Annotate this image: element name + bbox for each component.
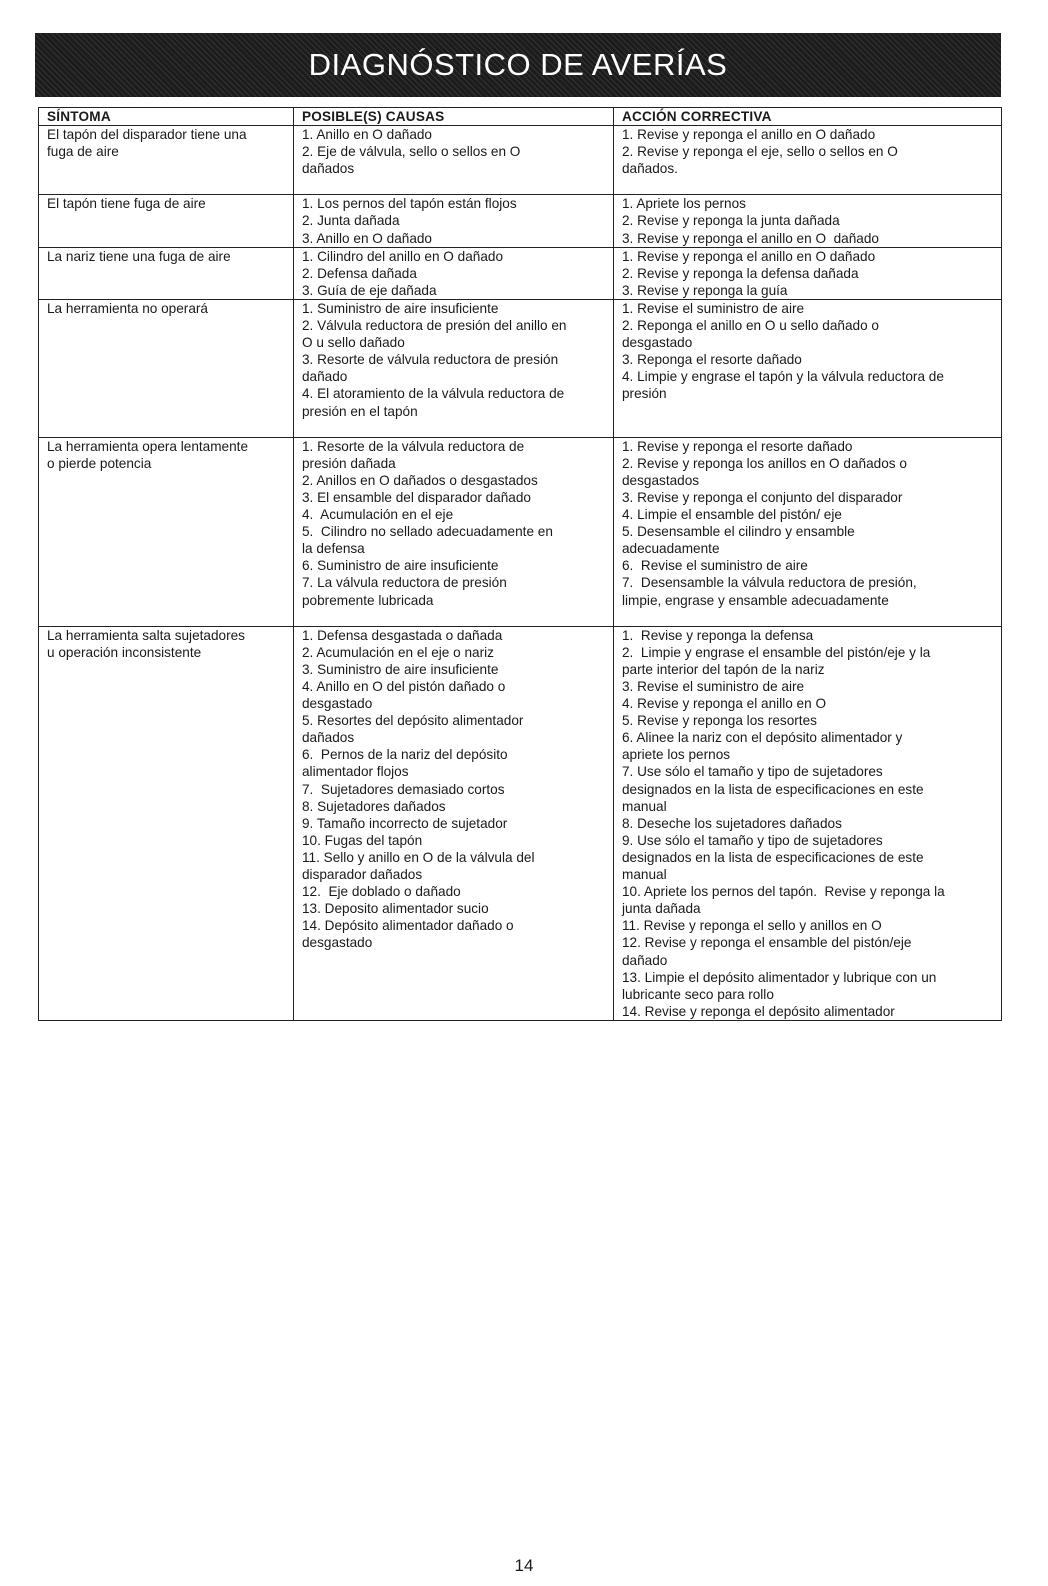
- cause-line: desgastado: [302, 696, 373, 712]
- actions-cell: [614, 195, 1002, 247]
- cause-line: 2. Eje de válvula, sello o sellos en O: [302, 144, 521, 160]
- row-spacer: [622, 403, 995, 420]
- cause-line: 13. Deposito alimentador sucio: [302, 901, 489, 917]
- causes-cell: [294, 247, 614, 299]
- action-line: lubricante seco para rollo: [622, 986, 774, 1002]
- action-line: desgastado: [622, 335, 693, 351]
- symptom-cell: [39, 126, 294, 195]
- cause-line: 4. El atoramiento de la válvula reductora de: [302, 386, 565, 402]
- cause-line: dañado: [302, 369, 348, 385]
- cause-line: 2. Anillos en O dañados o desgastados: [302, 472, 538, 488]
- symptom-line: fuga de aire: [47, 144, 119, 160]
- cause-line: 12. Eje doblado o dañado: [302, 884, 461, 900]
- cause-line: 9. Tamaño incorrecto de sujetador: [302, 815, 508, 831]
- action-line: 5. Desensamble el cilindro y ensamble: [622, 524, 855, 540]
- action-line: desgastados: [622, 472, 700, 488]
- action-line: 9. Use sólo el tamaño y tipo de sujetadores: [622, 832, 883, 848]
- symptom-cell: [39, 247, 294, 299]
- cause-line: 6. Pernos de la nariz del depósito: [302, 747, 508, 763]
- action-line: 14. Revise y reponga el depósito alimentador: [622, 1003, 895, 1019]
- symptom-line: La herramienta salta sujetadores: [47, 627, 245, 643]
- row-spacer: [47, 160, 287, 177]
- action-line: 6. Revise el suministro de aire: [622, 558, 808, 574]
- action-line: 7. Desensamble la válvula reductora de presión,: [622, 575, 917, 591]
- action-line: 10. Apriete los pernos del tapón. Revise y reponga la: [622, 884, 945, 900]
- symptom-line: La herramienta opera lentamente: [47, 438, 249, 454]
- causes-cell: [294, 626, 614, 1020]
- cause-line: 6. Suministro de aire insuficiente: [302, 558, 499, 574]
- action-line: 3. Reponga el resorte dañado: [622, 352, 802, 368]
- causes-cell: [294, 126, 614, 195]
- cause-line: dañados: [302, 730, 355, 746]
- action-line: 6. Alinee la nariz con el depósito alimentador y: [622, 730, 903, 746]
- action-line: 7. Use sólo el tamaño y tipo de sujetadores: [622, 764, 883, 780]
- page-number: 14: [514, 1556, 534, 1575]
- action-line: junta dañada: [622, 901, 701, 917]
- row-spacer: [47, 472, 287, 489]
- cause-line: 2. Acumulación en el eje o nariz: [302, 644, 494, 660]
- troubleshooting-table: [38, 107, 1002, 1021]
- cause-line: dañados: [302, 161, 355, 177]
- cause-line: 1. Defensa desgastada o dañada: [302, 627, 503, 643]
- row-spacer: [47, 317, 287, 334]
- cause-line: 5. Cilindro no sellado adecuadamente en: [302, 524, 553, 540]
- action-line: parte interior del tapón de la nariz: [622, 661, 825, 677]
- cause-line: O u sello dañado: [302, 335, 405, 351]
- symptom-line: El tapón del disparador tiene una: [47, 127, 247, 142]
- header-causes: POSIBLE(S) CAUSAS: [294, 108, 614, 126]
- row-spacer: [302, 420, 607, 437]
- header-actions: ACCIÓN CORRECTIVA: [614, 108, 1002, 126]
- action-line: 5. Revise y reponga los resortes: [622, 713, 817, 729]
- actions-cell: [614, 626, 1002, 1020]
- cause-line: 4. Anillo en O del pistón dañado o: [302, 679, 506, 694]
- action-line: 12. Revise y reponga el ensamble del pistón/eje: [622, 935, 912, 951]
- cause-line: 4. Acumulación en el eje: [302, 507, 454, 523]
- cause-line: pobremente lubricada: [302, 592, 434, 608]
- table-row: [39, 126, 1002, 195]
- symptom-line: La nariz tiene una fuga de aire: [47, 248, 231, 264]
- action-line: 2. Reponga el anillo en O u sello dañado o: [622, 318, 879, 334]
- symptom-line: o pierde potencia: [47, 455, 152, 471]
- action-line: 3. Revise y reponga la guía: [622, 282, 788, 298]
- cause-line: 14. Depósito alimentador dañado o: [302, 918, 514, 934]
- action-line: adecuadamente: [622, 541, 720, 557]
- cause-line: 1. Resorte de la válvula reductora de: [302, 438, 525, 454]
- action-line: 11. Revise y reponga el sello y anillos en O: [622, 918, 882, 934]
- action-line: limpie, engrase y ensamble adecuadamente: [622, 592, 889, 608]
- symptom-line: La herramienta no operará: [47, 300, 208, 316]
- action-line: 8. Deseche los sujetadores dañados: [622, 815, 842, 831]
- title-banner: [35, 33, 1001, 97]
- cause-line: 3. El ensamble del disparador dañado: [302, 489, 531, 505]
- cause-line: 1. Suministro de aire insuficiente: [302, 300, 499, 316]
- action-line: 4. Limpie el ensamble del pistón/ eje: [622, 507, 842, 523]
- table-row: [39, 299, 1002, 437]
- symptom-cell: [39, 299, 294, 437]
- actions-cell: [614, 247, 1002, 299]
- action-line: 2. Limpie y engrase el ensamble del pistón/eje y la: [622, 644, 931, 660]
- symptom-cell: [39, 626, 294, 1020]
- cause-line: 11. Sello y anillo en O de la válvula del: [302, 849, 535, 865]
- action-line: 1. Revise y reponga el anillo en O dañado: [622, 248, 876, 264]
- cause-line: presión dañada: [302, 455, 396, 471]
- action-line: manual: [622, 867, 667, 883]
- action-line: 1. Revise y reponga el resorte dañado: [622, 438, 853, 454]
- action-line: 2. Revise y reponga la junta dañada: [622, 213, 840, 229]
- cause-line: 3. Resorte de válvula reductora de presión: [302, 352, 559, 368]
- table-header-row: [39, 108, 1002, 126]
- action-line: 13. Limpie el depósito alimentador y lubrique con un: [622, 969, 937, 985]
- row-spacer: [622, 177, 995, 194]
- row-spacer: [302, 609, 607, 626]
- action-line: 4. Revise y reponga el anillo en O: [622, 696, 827, 712]
- cause-line: 1. Anillo en O dañado: [302, 127, 432, 142]
- action-line: presión: [622, 386, 667, 402]
- table-row: [39, 195, 1002, 247]
- cause-line: 2. Defensa dañada: [302, 265, 417, 281]
- action-line: apriete los pernos: [622, 747, 731, 763]
- cause-line: 3. Suministro de aire insuficiente: [302, 661, 499, 677]
- cause-line: disparador dañados: [302, 867, 423, 883]
- action-line: dañados.: [622, 161, 678, 177]
- actions-cell: [614, 437, 1002, 626]
- actions-cell: [614, 299, 1002, 437]
- action-line: designados en la lista de especificaciones en este: [622, 781, 924, 797]
- page-title: DIAGNÓSTICO DE AVERÍAS: [308, 47, 728, 82]
- table-row: [39, 626, 1002, 1020]
- action-line: 1. Apriete los pernos: [622, 196, 746, 212]
- cause-line: la defensa: [302, 541, 365, 557]
- action-line: dañado: [622, 952, 668, 968]
- cause-line: 1. Los pernos del tapón están flojos: [302, 196, 517, 212]
- cause-line: presión en el tapón: [302, 403, 418, 419]
- action-line: 2. Revise y reponga los anillos en O dañados o: [622, 455, 907, 471]
- action-line: 3. Revise y reponga el anillo en O dañado: [622, 230, 879, 246]
- table-row: [39, 247, 1002, 299]
- action-line: 4. Limpie y engrase el tapón y la válvula reductora de: [622, 369, 944, 385]
- actions-cell: [614, 126, 1002, 195]
- action-line: designados en la lista de especificaciones de este: [622, 849, 924, 865]
- action-line: 3. Revise el suministro de aire: [622, 679, 805, 694]
- action-line: 2. Revise y reponga la defensa dañada: [622, 265, 859, 281]
- action-line: 3. Revise y reponga el conjunto del disparador: [622, 489, 903, 505]
- symptom-line: u operación inconsistente: [47, 644, 202, 660]
- cause-line: 10. Fugas del tapón: [302, 832, 423, 848]
- causes-cell: [294, 195, 614, 247]
- symptom-cell: [39, 195, 294, 247]
- action-line: 2. Revise y reponga el eje, sello o sellos en O: [622, 144, 898, 160]
- cause-line: 7. La válvula reductora de presión: [302, 575, 507, 591]
- cause-line: 5. Resortes del depósito alimentador: [302, 713, 524, 729]
- cause-line: 2. Junta dañada: [302, 213, 400, 229]
- cause-line: 2. Válvula reductora de presión del anillo en: [302, 318, 567, 334]
- symptom-line: El tapón tiene fuga de aire: [47, 196, 206, 212]
- causes-cell: [294, 437, 614, 626]
- cause-line: 3. Anillo en O dañado: [302, 230, 432, 246]
- row-spacer: [302, 177, 607, 194]
- cause-line: 1. Cilindro del anillo en O dañado: [302, 248, 504, 264]
- action-line: 1. Revise y reponga la defensa: [622, 627, 814, 643]
- cause-line: 7. Sujetadores demasiado cortos: [302, 781, 505, 797]
- causes-cell: [294, 299, 614, 437]
- cause-line: alimentador flojos: [302, 764, 409, 780]
- cause-line: desgastado: [302, 935, 373, 951]
- symptom-cell: [39, 437, 294, 626]
- row-spacer: [622, 609, 995, 626]
- action-line: 1. Revise y reponga el anillo en O dañado: [622, 127, 876, 142]
- cause-line: 8. Sujetadores dañados: [302, 798, 446, 814]
- action-line: 1. Revise el suministro de aire: [622, 300, 805, 316]
- table-body: [39, 126, 1002, 1021]
- cause-line: 3. Guía de eje dañada: [302, 282, 437, 298]
- action-line: manual: [622, 798, 667, 814]
- header-symptom: SÍNTOMA: [39, 108, 294, 126]
- table-row: [39, 437, 1002, 626]
